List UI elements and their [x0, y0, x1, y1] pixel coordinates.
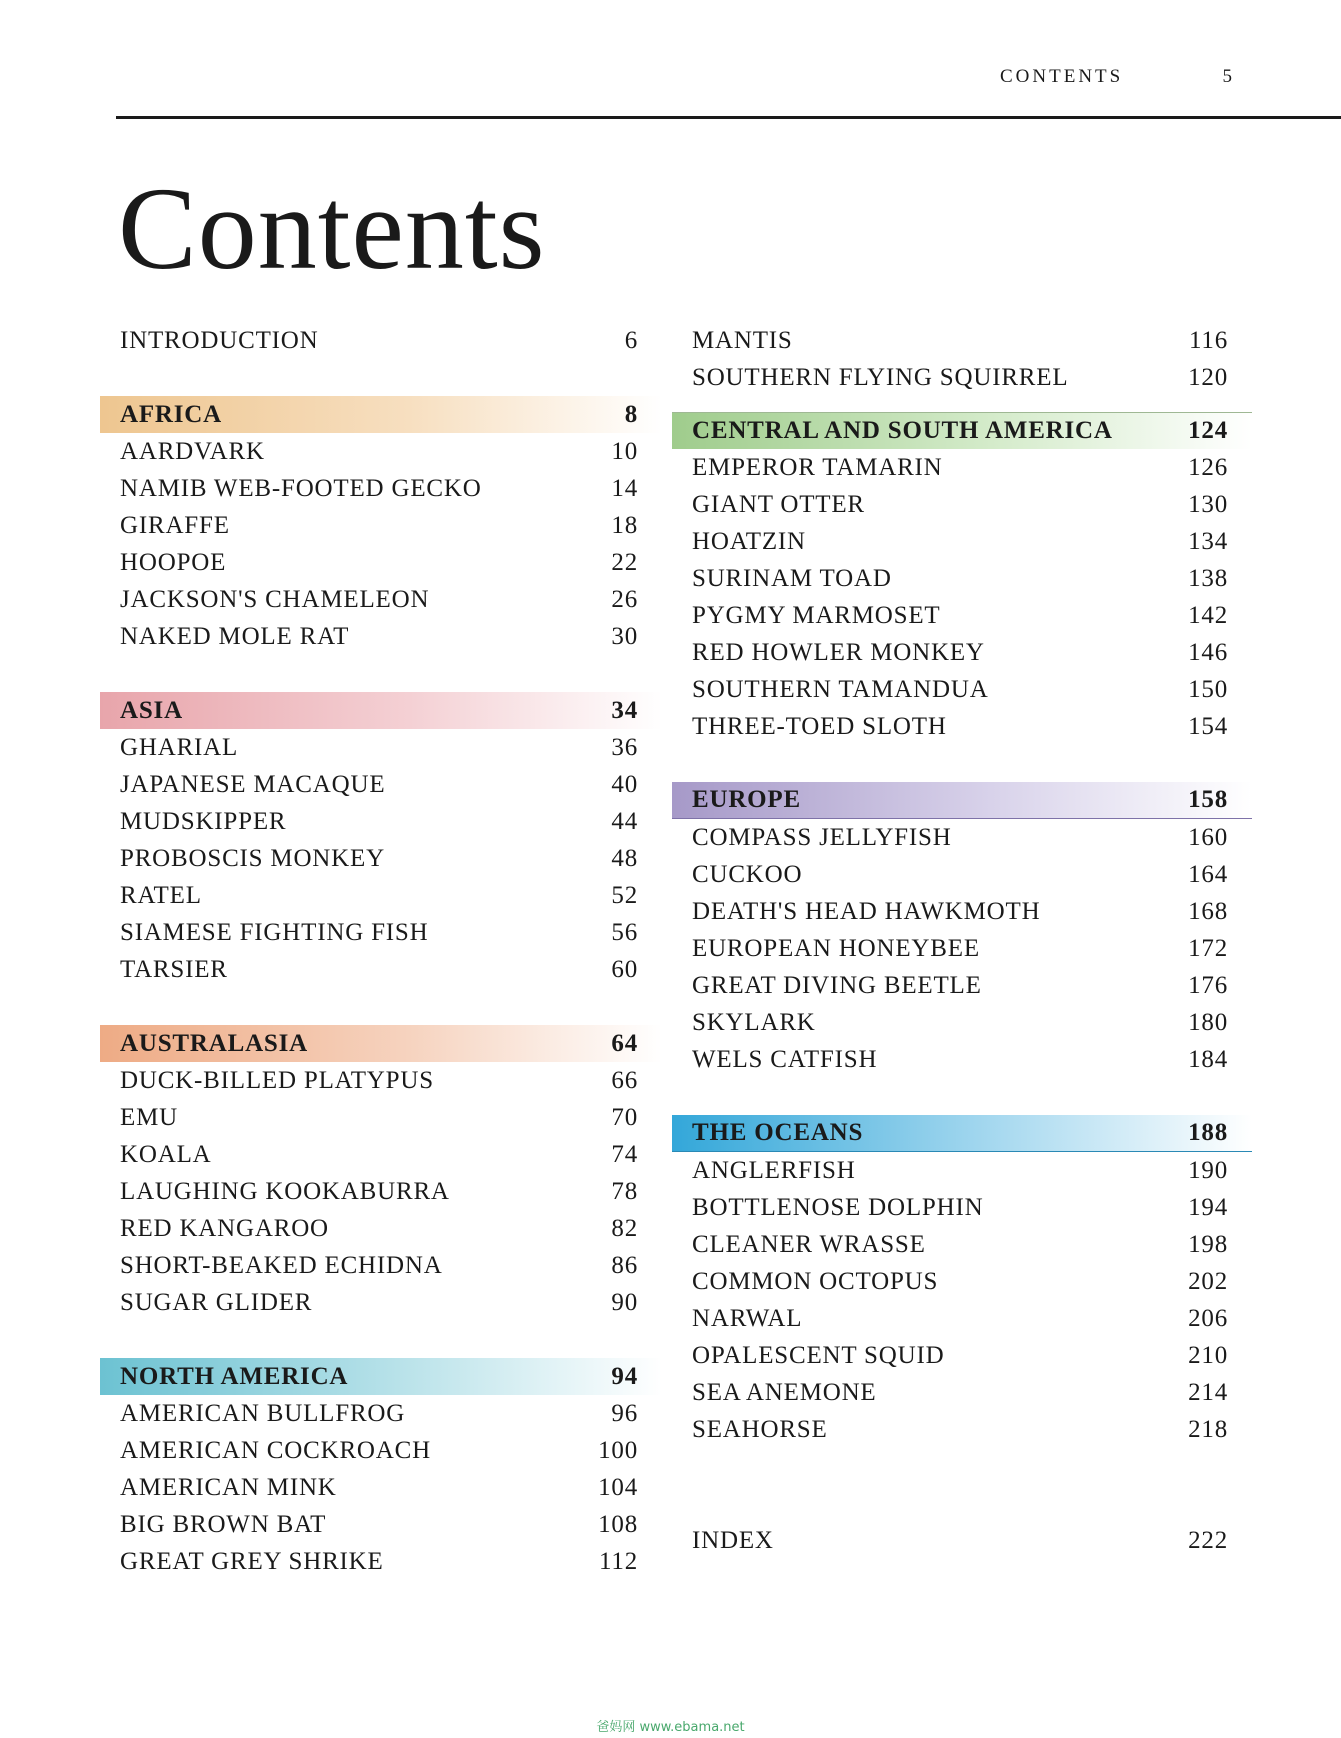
entry-label: GIRAFFE [120, 511, 230, 539]
spacer [100, 655, 662, 692]
section-africa [100, 396, 662, 655]
entry-label: SOUTHERN TAMANDUA [692, 675, 989, 703]
entry-label: AMERICAN MINK [120, 1473, 337, 1501]
entry-label: SURINAM TOAD [692, 564, 892, 592]
entry-page: 160 [1188, 823, 1228, 851]
entry-label: ANGLERFISH [692, 1156, 856, 1184]
running-header-page-number: 5 [1222, 66, 1235, 87]
entry-page: 120 [1188, 363, 1228, 391]
toc-entry[interactable] [672, 930, 1252, 967]
entry-page: 90 [611, 1288, 638, 1316]
entry-label: JAPANESE MACAQUE [120, 770, 386, 798]
entry-page: 172 [1188, 934, 1228, 962]
toc-entry[interactable] [672, 819, 1252, 856]
toc-entry[interactable] [672, 967, 1252, 1004]
entry-label: CENTRAL AND SOUTH AMERICA [692, 417, 1113, 444]
toc-entry[interactable] [672, 708, 1252, 745]
entry-label: DEATH'S HEAD HAWKMOTH [692, 897, 1041, 925]
entry-page: 44 [611, 807, 638, 835]
entry-page: 202 [1188, 1267, 1228, 1295]
section-north-america [100, 1358, 662, 1580]
spacer [672, 396, 1252, 412]
entry-page: 214 [1188, 1378, 1228, 1406]
toc-entry[interactable] [100, 877, 662, 914]
toc-entry[interactable] [672, 1152, 1252, 1189]
toc-entry[interactable] [100, 1432, 662, 1469]
entry-label: AMERICAN BULLFROG [120, 1399, 406, 1427]
entry-page: 130 [1188, 490, 1228, 518]
entry-page: 188 [1188, 1119, 1228, 1146]
toc-entry[interactable] [100, 1543, 662, 1580]
entry-page: 10 [611, 437, 638, 465]
entry-page: 134 [1188, 527, 1228, 555]
spacer [672, 1448, 1252, 1485]
toc-entry[interactable] [672, 893, 1252, 930]
entry-label: GIANT OTTER [692, 490, 865, 518]
entry-label: HOATZIN [692, 527, 806, 555]
entry-page: 66 [611, 1066, 638, 1094]
toc-entry[interactable] [672, 1263, 1252, 1300]
toc-entry-introduction[interactable] [100, 322, 662, 359]
section-asia [100, 692, 662, 988]
entry-page: 108 [598, 1510, 638, 1538]
toc-entry[interactable] [100, 1506, 662, 1543]
entry-label: AMERICAN COCKROACH [120, 1436, 431, 1464]
entry-page: 60 [611, 955, 638, 983]
toc-entry[interactable] [672, 634, 1252, 671]
entry-page: 180 [1188, 1008, 1228, 1036]
entry-page: 6 [624, 326, 638, 354]
toc-entry[interactable] [672, 671, 1252, 708]
entry-page: 116 [1189, 326, 1228, 354]
entry-label: BIG BROWN BAT [120, 1510, 327, 1538]
toc-entry[interactable] [100, 766, 662, 803]
entry-page: 210 [1188, 1341, 1228, 1369]
entry-page: 126 [1188, 453, 1228, 481]
entry-label: EUROPEAN HONEYBEE [692, 934, 980, 962]
header-rule [116, 116, 1341, 119]
entry-page: 70 [611, 1103, 638, 1131]
section-header-africa[interactable] [100, 396, 662, 433]
toc-entry[interactable] [100, 433, 662, 470]
entry-page: 124 [1188, 417, 1228, 444]
toc-entry[interactable] [672, 1004, 1252, 1041]
entry-page: 222 [1188, 1526, 1228, 1554]
entry-page: 138 [1188, 564, 1228, 592]
toc-entry[interactable] [100, 1099, 662, 1136]
entry-label: MANTIS [692, 326, 793, 354]
section-australasia [100, 1025, 662, 1321]
entry-page: 26 [611, 585, 638, 613]
entry-page: 168 [1188, 897, 1228, 925]
entry-label: GREAT GREY SHRIKE [120, 1547, 384, 1575]
section-header-europe[interactable] [672, 782, 1252, 819]
toc-entry[interactable] [672, 1337, 1252, 1374]
entry-page: 18 [611, 511, 638, 539]
entry-page: 36 [611, 733, 638, 761]
entry-page: 74 [611, 1140, 638, 1168]
entry-label: CLEANER WRASSE [692, 1230, 926, 1258]
spacer [672, 1078, 1252, 1115]
entry-label: AARDVARK [120, 437, 265, 465]
spacer [672, 1485, 1252, 1522]
entry-page: 56 [611, 918, 638, 946]
entry-page: 218 [1188, 1415, 1228, 1443]
entry-page: 30 [611, 622, 638, 650]
toc-entry[interactable] [100, 803, 662, 840]
entry-label: JACKSON'S CHAMELEON [120, 585, 430, 613]
entry-page: 194 [1188, 1193, 1228, 1221]
entry-page: 100 [598, 1436, 638, 1464]
entry-label: NAMIB WEB-FOOTED GECKO [120, 474, 482, 502]
entry-label: EMPEROR TAMARIN [692, 453, 943, 481]
running-header-section: CONTENTS [1000, 66, 1124, 87]
entry-label: SUGAR GLIDER [120, 1288, 313, 1316]
entry-label: CUCKOO [692, 860, 803, 888]
spacer [100, 1321, 662, 1358]
entry-page: 176 [1188, 971, 1228, 999]
running-header [1000, 66, 1235, 88]
toc-entry[interactable] [100, 729, 662, 766]
entry-label: SHORT-BEAKED ECHIDNA [120, 1251, 443, 1279]
toc-entry[interactable] [672, 1374, 1252, 1411]
entry-label: GREAT DIVING BEETLE [692, 971, 982, 999]
entry-label: AFRICA [120, 400, 223, 428]
entry-page: 158 [1188, 786, 1228, 813]
section-header-central-south-america[interactable] [672, 412, 1252, 449]
entry-label: WELS CATFISH [692, 1045, 878, 1073]
section-header-north-america[interactable] [100, 1358, 662, 1395]
entry-label: TARSIER [120, 955, 228, 983]
toc-entry[interactable] [100, 1210, 662, 1247]
toc-entry[interactable] [672, 1189, 1252, 1226]
entry-label: MUDSKIPPER [120, 807, 287, 835]
entry-page: 22 [611, 548, 638, 576]
entry-page: 48 [611, 844, 638, 872]
toc-entry[interactable] [672, 322, 1252, 359]
toc-entry[interactable] [100, 1284, 662, 1321]
entry-page: 40 [611, 770, 638, 798]
entry-label: OPALESCENT SQUID [692, 1341, 945, 1369]
entry-label: RATEL [120, 881, 202, 909]
entry-label: KOALA [120, 1140, 212, 1168]
section-europe [672, 782, 1252, 1078]
toc-entry[interactable] [100, 840, 662, 877]
toc-entry[interactable] [672, 359, 1252, 396]
entry-page: 146 [1188, 638, 1228, 666]
toc-entry[interactable] [672, 1226, 1252, 1263]
toc-entry[interactable] [672, 856, 1252, 893]
entry-label: PROBOSCIS MONKEY [120, 844, 385, 872]
watermark: 爸妈网 www.ebama.net [596, 1720, 745, 1735]
section-header-asia[interactable] [100, 692, 662, 729]
entry-label: COMPASS JELLYFISH [692, 823, 952, 851]
toc-entry[interactable] [672, 1300, 1252, 1337]
toc-entry[interactable] [100, 1395, 662, 1432]
toc-entry[interactable] [100, 507, 662, 544]
entry-label: AUSTRALASIA [120, 1029, 309, 1057]
page-title: Contents [118, 163, 546, 294]
entry-page: 8 [624, 400, 638, 428]
toc-entry[interactable] [100, 618, 662, 655]
entry-label: BOTTLENOSE DOLPHIN [692, 1193, 984, 1221]
entry-page: 82 [611, 1214, 638, 1242]
entry-page: 86 [611, 1251, 638, 1279]
entry-page: 78 [611, 1177, 638, 1205]
toc-entry[interactable] [100, 1062, 662, 1099]
entry-label: ASIA [120, 696, 183, 724]
entry-page: 150 [1188, 675, 1228, 703]
toc-entry[interactable] [100, 1173, 662, 1210]
toc-entry[interactable] [100, 581, 662, 618]
entry-label: INDEX [692, 1526, 774, 1554]
entry-label: EMU [120, 1103, 178, 1131]
continued-entries [672, 322, 1252, 396]
entry-label: RED HOWLER MONKEY [692, 638, 985, 666]
entry-label: SIAMESE FIGHTING FISH [120, 918, 429, 946]
entry-label: SOUTHERN FLYING SQUIRREL [692, 363, 1069, 391]
entry-page: 206 [1188, 1304, 1228, 1332]
entry-page: 164 [1188, 860, 1228, 888]
spacer [100, 359, 662, 396]
entry-label: SEAHORSE [692, 1415, 828, 1443]
entry-page: 190 [1188, 1156, 1228, 1184]
section-header-australasia[interactable] [100, 1025, 662, 1062]
toc-entry[interactable] [672, 449, 1252, 486]
toc-entry[interactable] [100, 544, 662, 581]
entry-label: COMMON OCTOPUS [692, 1267, 939, 1295]
entry-page: 94 [611, 1362, 638, 1390]
toc-entry[interactable] [100, 470, 662, 507]
entry-page: 96 [611, 1399, 638, 1427]
entry-page: 14 [611, 474, 638, 502]
toc-entry[interactable] [672, 1411, 1252, 1448]
entry-label: RED KANGAROO [120, 1214, 329, 1242]
entry-page: 52 [611, 881, 638, 909]
toc-entry[interactable] [100, 914, 662, 951]
toc-entry[interactable] [672, 560, 1252, 597]
entry-page: 184 [1188, 1045, 1228, 1073]
entry-page: 142 [1188, 601, 1228, 629]
toc-right-column [672, 322, 1252, 1559]
toc-entry[interactable] [100, 1247, 662, 1284]
toc-entry[interactable] [100, 1136, 662, 1173]
entry-label: HOOPOE [120, 548, 227, 576]
entry-label: DUCK-BILLED PLATYPUS [120, 1066, 434, 1094]
toc-entry[interactable] [672, 486, 1252, 523]
toc-entry-index[interactable] [672, 1522, 1252, 1559]
toc-entry[interactable] [672, 597, 1252, 634]
section-central-south-america [672, 412, 1252, 745]
entry-page: 104 [598, 1473, 638, 1501]
toc-entry[interactable] [100, 951, 662, 988]
entry-page: 34 [611, 696, 638, 724]
entry-page: 112 [599, 1547, 638, 1575]
spacer [100, 988, 662, 1025]
toc-entry[interactable] [672, 1041, 1252, 1078]
entry-label: EUROPE [692, 786, 801, 813]
entry-label: THREE-TOED SLOTH [692, 712, 947, 740]
toc-left-column [100, 322, 662, 1580]
entry-label: INTRODUCTION [120, 326, 319, 354]
section-oceans [672, 1115, 1252, 1448]
entry-label: SEA ANEMONE [692, 1378, 877, 1406]
toc-entry[interactable] [672, 523, 1252, 560]
toc-entry[interactable] [100, 1469, 662, 1506]
entry-label: NARWAL [692, 1304, 803, 1332]
entry-page: 64 [611, 1029, 638, 1057]
entry-page: 198 [1188, 1230, 1228, 1258]
entry-label: GHARIAL [120, 733, 239, 761]
section-header-oceans[interactable] [672, 1115, 1252, 1152]
entry-label: LAUGHING KOOKABURRA [120, 1177, 450, 1205]
entry-label: NORTH AMERICA [120, 1362, 349, 1390]
entry-label: THE OCEANS [692, 1119, 864, 1146]
entry-label: SKYLARK [692, 1008, 816, 1036]
entry-label: NAKED MOLE RAT [120, 622, 350, 650]
entry-label: PYGMY MARMOSET [692, 601, 941, 629]
spacer [672, 745, 1252, 782]
entry-page: 154 [1188, 712, 1228, 740]
